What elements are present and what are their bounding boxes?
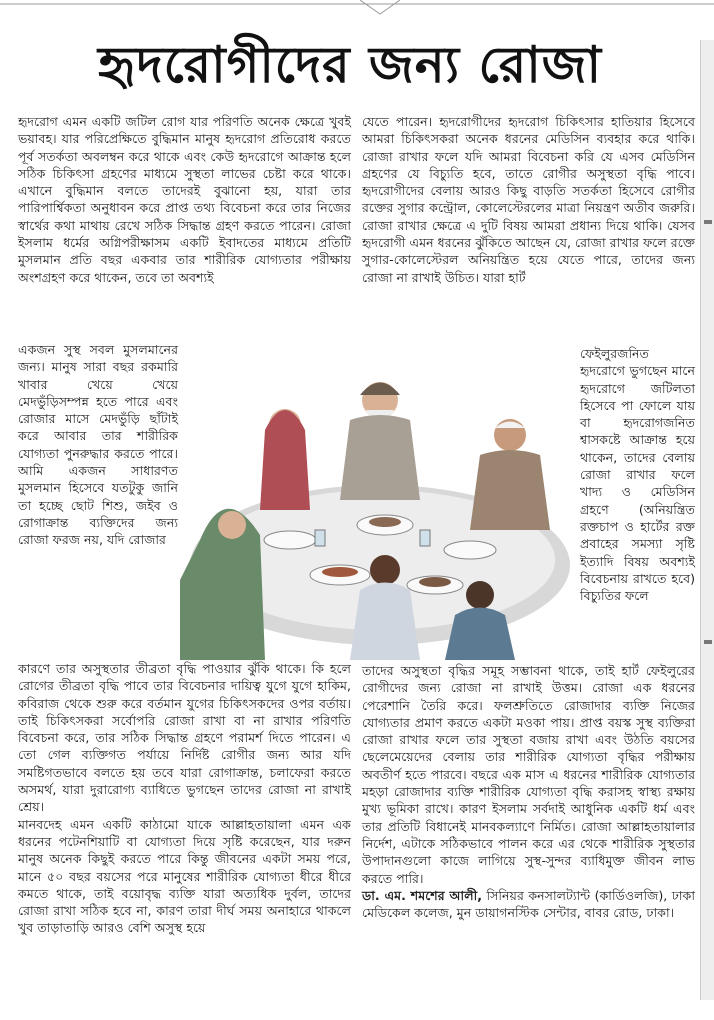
- person-child: [466, 581, 494, 609]
- plate: [444, 541, 496, 559]
- article-paragraph: ফেইলুরজনিত হৃদরোগে ভুগছেন মানে হৃদরোগে জটিলতা হিসেবে পা ফোলে যায় বা হৃদরোগজনিত শ্বাসকষ্টে আক্রান্ত হয়ে থাকেন, তাদের বেলায় রোজা রাখার ফলে খাদ্য ও মেডিসিন গ্রহণে (অনিয়ন্ত্রিত রক্তচাপ ও হার্টের রক্ত প্রবাহের সমস্যা সৃষ্টি ইত্যাদি বিষয় অবশ্যই বিবেচনায় রাখতে হবে) বিচ্যুতির ফলে: [580, 346, 695, 604]
- author-name: ডা. এম. শমশের আলী,: [362, 887, 482, 903]
- article-paragraph: যেতে পারেন। হৃদরোগীদের হৃদরোগ চিকিৎসার হাতিয়ার হিসেবে আমরা চিকিৎসকরা অনেক ধরনের মেডিসিন ব্যবহার করে থাকি। রোজা রাখার ফলে যদি আমরা বিবেচনা করি যে এসব মেডিসিন গ্রহণের যে বিচ্যুতি হবে, তাতে রোগীর অসুস্থতা বৃদ্ধি পাবে। হৃদরোগীদের বেলায় আরও কিছু বাড়তি সতর্কতা হিসেবে রোগীর রক্তের সুগার কন্ট্রোল, কোলেস্টেরলের মাত্রা নিয়ন্ত্রণ অতীব জরুরি। রোজা রাখার ক্ষেত্রে এ দুটি বিষয় আমরা প্রধান্য দিয়ে থাকি। যেসব হৃদরোগী এমন ধরনের ঝুঁকিতে আছেন যে, রোজা রাখার ফলে রক্তে সুগার-কোলেস্টেরল অনিয়ন্ত্রিত হয়ে যেতে পারে, তাদের জন্য রোজা না রাখাই উচিত। যারা হার্ট: [362, 114, 695, 285]
- edge-mark: [704, 220, 712, 224]
- article-paragraph: মানবদেহ এমন একটি কাঠামো যাকে আল্লাহতায়ালা এমন এক ধরনের পটেনশিয়াটি বা যোগ্যতা দিয়ে সৃষ্টি করেছেন, যার দরুন মানুষ অনেক কিছুই করতে পারে কিন্তু জীবনের একটা সময় পরে, মানে ৫০ বছর বয়সের পরে মানুষের শারীরিক যোগ্যতা ধীরে ধীরে কমতে থাকে, তাই বয়োবৃদ্ধ ব্যক্তি যারা অত্যধিক দুর্বল, তাদের রোজা রাখা সঠিক হবে না, কারণ তারা দীর্ঘ সময় অনাহারে থাকলে খুব তাড়াতাড়ি আরও বেশি অসুস্থ হয়ে: [18, 816, 351, 936]
- page-edge-strip: [700, 40, 714, 1000]
- author-credit: [362, 887, 695, 922]
- article-paragraph: কারণে তার অসুস্থতার তীব্রতা বৃদ্ধি পাওয়ার ঝুঁকি থাকে। কি হলে রোগের তীব্রতা বৃদ্ধি পাবে তার বিবেচনার দায়িত্ব যুগে যুগে হাকিম, কবিরাজ থেকে শুরু করে বর্তমান যুগের চিকিৎসকদের ওপর বর্তায়। তাই চিকিৎসকরা সর্বোপরি রোজা রাখা বা না রাখার পরিণতি বিবেচনা করে, তার সঠিক সিদ্ধান্ত গ্রহণে পরামর্শ দিতে পারেন। এ তো গেল ব্যক্তিগত পর্যায়ে নির্দিষ্ট রোগীর জন্য আর যদি সমষ্টিগতভাবে বলতে হয় তবে যারা রোগাক্রান্ত, চলাফেরা করতে অসমর্থ, যারা দুরারোগ্য ব্যাধিতে ভুগছেন তাদের রোজা না রাখাই শ্রেয়।: [18, 661, 351, 815]
- article-paragraph: হৃদরোগ এমন একটি জটিল রোগ যার পরিণতি অনেক ক্ষেত্রে খুবই ভয়াবহ। যার পরিপ্রেক্ষিতে বুদ্ধিমান মানুষ হৃদরোগ প্রতিরোধ করতে পূর্ব সতর্কতা অবলম্বন করে থাকে এবং কেউ হৃদরোগে আক্রান্ত হলে সঠিক চিকিৎসা গ্রহণের মাধ্যমে সুস্থতা লাভের চেষ্টা করে থাকে। এখানে বুদ্ধিমান বলতে তাদেরই বুঝানো হয়, যারা তার পারিপার্শ্বিকতা অনুধাবন করে প্রাপ্ত তথ্য বিবেচনা করে তার নিজের স্বার্থের কথা মাথায় রেখে সঠিক সিদ্ধান্ত গ্রহণ করতে পারেন। রোজা ইসলাম ধর্মের অগ্নিপরীক্ষাসম একটি ইবাদতের মাধ্যমে প্রতিটি মুসলমান প্রতি বছর একবার তার শারীরিক যোগ্যতার পরীক্ষায় অংশগ্রহণ করে থাকেন, তবে তা অবশ্যই: [18, 114, 351, 285]
- article-headline: হৃদরোগীদের জন্য রোজা: [97, 35, 603, 94]
- article-column-right-bottom: [362, 662, 695, 921]
- article-column-left-top: [18, 113, 351, 286]
- article-column-right-wrap: [580, 345, 695, 604]
- edge-mark: [704, 640, 712, 644]
- author-affiliation: সিনিয়র কনসালট্যান্ট (কার্ডিওলজি), ঢাকা মেডিকেল কলেজ, মুন ডায়াগনস্টিক সেন্টার, বাবর রোড, ঢাকা।: [362, 887, 695, 921]
- article-paragraph: একজন সুস্থ সবল মুসলমানের জন্য। মানুষ সারা বছর রকমারি খাবার খেয়ে খেয়ে মেদভুঁড়িসম্পন্ন হতে পারে এবং রোজার মাসে মেদভুঁড়ি ছাঁটাই করে আবার তার শারীরিক যোগ্যতা পুনরুদ্ধার করতে পারে। আমি একজন সাধারণত মুসলমান হিসেবে যতটুকু জানি তা হচ্ছে ছোট শিশু, জইব ও রোগাক্রান্ত ব্যক্তিদের জন্য রোজা ফরজ নয়, যদি রোজার: [18, 342, 178, 548]
- person-girl-braids: [370, 555, 400, 585]
- family-iftar-illustration: [180, 360, 575, 660]
- article-column-left-bottom: [18, 660, 351, 937]
- article-paragraph: তাদের অসুস্থতা বৃদ্ধির সমূহ সম্ভাবনা থাকে, তাই হার্ট ফেইলুরের রোগীদের জন্য রোজা না রাখাই উত্তম। রোজা এক ধরনের পেরেশানি তৈরি করে। ফলশ্রুতিতে রোজাদার ব্যক্তি নিজের যোগ্যতার প্রমাণ করতে একটা মওকা পায়। প্রাপ্ত বয়স্ক সুস্থ ব্যক্তিরা রোজা রাখার ফলে তার সুস্থতা বজায় রাখা এবং উঠতি বয়সের ছেলেমেয়েদের বেলায় তার শারীরিক যোগ্যতা বৃদ্ধির পরীক্ষায় অবতীর্ণ হতে পারবে। বছরে এক মাস এ ধরনের শারীরিক যোগ্যতার মহড়া রোজাদার ব্যক্তি শারীরিক যোগ্যতা বৃদ্ধি করাসহ স্বাস্থ্য রক্ষায় মুখ্য ভূমিকা রাখে। কারণ ইসলাম সর্বদাই আধুনিক একটি ধর্ম এবং তার প্রতিটি বিধানেই মানবকল্যাণে নির্মিত। রোজা আল্লাহতায়ালার নির্দেশ, এটাকে সঠিকভাবে পালন করে এর থেকে শারীরিক সুস্থতার উপাদানগুলো কাজে লাগিয়ে সুস্থ-সুন্দর ব্যাধিমুক্ত জীবন লাভ করতে পারি।: [362, 663, 695, 886]
- glass: [315, 530, 325, 546]
- plate: [264, 531, 316, 549]
- glass: [420, 530, 430, 546]
- article-column-right-top: [362, 113, 695, 286]
- article-column-left-wrap: [18, 341, 178, 549]
- page-top-ornament: [0, 0, 714, 18]
